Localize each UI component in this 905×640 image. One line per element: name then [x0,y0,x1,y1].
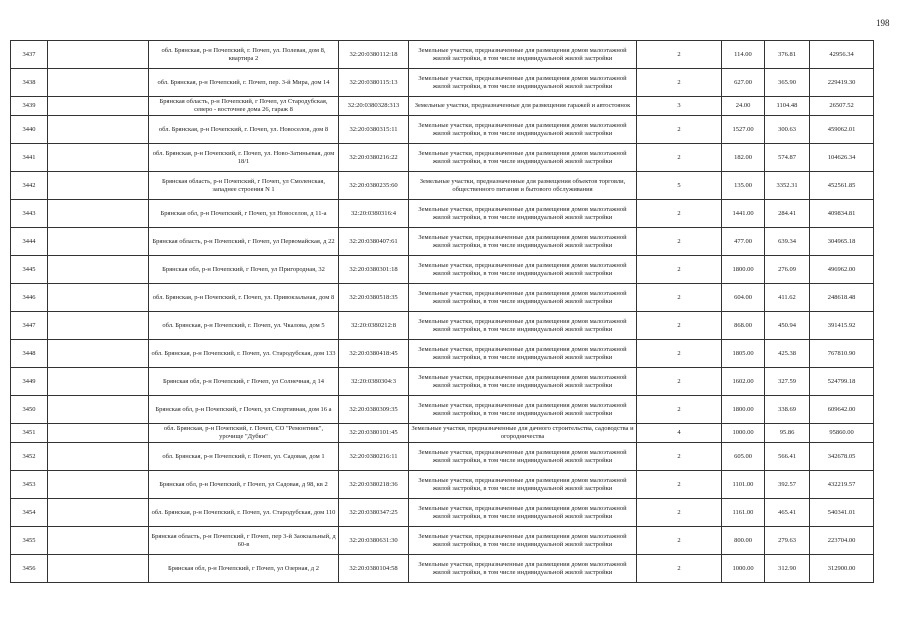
empty-cell [48,116,149,144]
cadastral-number-cell: 32:20:0380315:11 [339,116,409,144]
empty-cell [48,312,149,340]
cadastral-number-cell: 32:20:0380407:61 [339,228,409,256]
row-number-cell: 3442 [11,172,48,200]
permitted-use-cell: Земельные участки, предназначенные для размещения домов малоэтажной жилой застройки, в том числе индивидуальной жилой застройки [409,499,637,527]
permitted-use-cell: Земельные участки, предназначенные для размещения домов малоэтажной жилой застройки, в том числе индивидуальной жилой застройки [409,368,637,396]
area-cell: 1161.00 [722,499,765,527]
cadastral-value-cell: 312900.00 [810,555,874,583]
permitted-use-cell: Земельные участки, предназначенные для дачного строительства, садоводства и огородничества [409,424,637,443]
table-row [11,424,874,443]
permitted-use-cell: Земельные участки, предназначенные для размещения домов малоэтажной жилой застройки, в том числе индивидуальной жилой застройки [409,69,637,97]
cadastral-number-cell: 32:20:0380112:18 [339,41,409,69]
specific-value-cell: 465.41 [765,499,810,527]
empty-cell [48,471,149,499]
row-number-cell: 3451 [11,424,48,443]
area-cell: 627.00 [722,69,765,97]
category-cell: 2 [637,144,722,172]
address-cell: Брянская область, р-н Почепский, г Почеп, пер 3-й Заокзальный, д 60-в [149,527,339,555]
category-cell: 4 [637,424,722,443]
row-number-cell: 3456 [11,555,48,583]
permitted-use-cell: Земельные участки, предназначенные для размещения домов малоэтажной жилой застройки, в том числе индивидуальной жилой застройки [409,340,637,368]
page-number: 198 [876,18,890,28]
table-row [11,396,874,424]
row-number-cell: 3441 [11,144,48,172]
table-row [11,499,874,527]
category-cell: 2 [637,396,722,424]
permitted-use-cell: Земельные участки, предназначенные для размещения объектов торговли, общественного питания и бытового обслуживания [409,172,637,200]
area-cell: 868.00 [722,312,765,340]
table-row [11,41,874,69]
permitted-use-cell: Земельные участки, предназначенные для размещения гаражей и автостоянок [409,97,637,116]
empty-cell [48,555,149,583]
category-cell: 2 [637,256,722,284]
cadastral-number-cell: 32:20:0380316:4 [339,200,409,228]
row-number-cell: 3454 [11,499,48,527]
table-row [11,256,874,284]
area-cell: 1101.00 [722,471,765,499]
area-cell: 1800.00 [722,396,765,424]
permitted-use-cell: Земельные участки, предназначенные для размещения домов малоэтажной жилой застройки, в том числе индивидуальной жилой застройки [409,200,637,228]
category-cell: 2 [637,368,722,396]
empty-cell [48,340,149,368]
row-number-cell: 3452 [11,443,48,471]
table-row [11,340,874,368]
address-cell: обл. Брянская, р-н Почепский, г. Почеп, ул. Садовая, дом 1 [149,443,339,471]
cadastral-number-cell: 32:20:0380216:11 [339,443,409,471]
table-row [11,228,874,256]
category-cell: 2 [637,527,722,555]
cadastral-value-cell: 409834.81 [810,200,874,228]
permitted-use-cell: Земельные участки, предназначенные для размещения домов малоэтажной жилой застройки, в том числе индивидуальной жилой застройки [409,284,637,312]
category-cell: 2 [637,471,722,499]
cadastral-number-cell: 32:20:0380218:36 [339,471,409,499]
cadastral-value-cell: 524799.18 [810,368,874,396]
address-cell: обл. Брянская, р-н Почепский, г. Почеп, ул. Новоселов, дом 8 [149,116,339,144]
address-cell: Брянская обл, р-н Почепский, г Почеп, ул Солнечная, д 14 [149,368,339,396]
specific-value-cell: 1104.48 [765,97,810,116]
cadastral-value-cell: 540341.01 [810,499,874,527]
category-cell: 2 [637,340,722,368]
cadastral-value-cell: 432219.57 [810,471,874,499]
table-row [11,443,874,471]
row-number-cell: 3437 [11,41,48,69]
specific-value-cell: 639.34 [765,228,810,256]
cadastral-value-cell: 391415.92 [810,312,874,340]
row-number-cell: 3443 [11,200,48,228]
address-cell: Брянская обл, р-н Почепский, г Почеп, ул Садовая, д 98, кв 2 [149,471,339,499]
area-cell: 1000.00 [722,555,765,583]
cadastral-value-cell: 452561.85 [810,172,874,200]
cadastral-number-cell: 32:20:0380304:3 [339,368,409,396]
address-cell: обл. Брянская, р-н Почепский, г. Почеп, ул. Привокзальная, дом 8 [149,284,339,312]
area-cell: 182.00 [722,144,765,172]
table-row [11,368,874,396]
cadastral-value-cell: 248618.48 [810,284,874,312]
specific-value-cell: 95.86 [765,424,810,443]
row-number-cell: 3438 [11,69,48,97]
cadastral-number-cell: 32:20:0380212:8 [339,312,409,340]
address-cell: обл. Брянская, р-н Почепский, г. Почеп, ул. Стародубская, дом 133 [149,340,339,368]
area-cell: 1441.00 [722,200,765,228]
table-row [11,144,874,172]
specific-value-cell: 279.63 [765,527,810,555]
specific-value-cell: 338.69 [765,396,810,424]
empty-cell [48,41,149,69]
cadastral-number-cell: 32:20:0380104:58 [339,555,409,583]
category-cell: 2 [637,555,722,583]
address-cell: Брянская область, р-н Почепский, г Почеп, ул Стародубская, северо - восточнее дома 26, гараж 8 [149,97,339,116]
cadastral-value-cell: 304965.18 [810,228,874,256]
table-row [11,200,874,228]
address-cell: Брянская обл, р-н Почепский, г Почеп, ул Спортивная, дом 16 а [149,396,339,424]
area-cell: 605.00 [722,443,765,471]
address-cell: Брянская обл, р-н Почепский, г Почеп, ул Пригородная, 32 [149,256,339,284]
specific-value-cell: 284.41 [765,200,810,228]
specific-value-cell: 327.59 [765,368,810,396]
permitted-use-cell: Земельные участки, предназначенные для размещения домов малоэтажной жилой застройки, в том числе индивидуальной жилой застройки [409,396,637,424]
specific-value-cell: 365.90 [765,69,810,97]
empty-cell [48,172,149,200]
row-number-cell: 3450 [11,396,48,424]
row-number-cell: 3455 [11,527,48,555]
permitted-use-cell: Земельные участки, предназначенные для размещения домов малоэтажной жилой застройки, в том числе индивидуальной жилой застройки [409,527,637,555]
cadastral-value-cell: 95860.00 [810,424,874,443]
cadastral-value-cell: 342678.05 [810,443,874,471]
specific-value-cell: 300.63 [765,116,810,144]
cadastral-value-cell: 459062.01 [810,116,874,144]
table-row [11,172,874,200]
cadastral-number-cell: 32:20:0380309:35 [339,396,409,424]
specific-value-cell: 450.94 [765,312,810,340]
category-cell: 2 [637,443,722,471]
cadastral-number-cell: 32:20:0380301:18 [339,256,409,284]
cadastral-value-cell: 42956.34 [810,41,874,69]
empty-cell [48,228,149,256]
category-cell: 2 [637,284,722,312]
permitted-use-cell: Земельные участки, предназначенные для размещения домов малоэтажной жилой застройки, в том числе индивидуальной жилой застройки [409,312,637,340]
cadastral-value-cell: 229419.30 [810,69,874,97]
row-number-cell: 3453 [11,471,48,499]
address-cell: обл. Брянская, р-н Почепский, г. Почеп, ул. Полевая, дом 8, квартира 2 [149,41,339,69]
empty-cell [48,368,149,396]
category-cell: 2 [637,69,722,97]
specific-value-cell: 566.41 [765,443,810,471]
empty-cell [48,69,149,97]
table-row [11,312,874,340]
empty-cell [48,200,149,228]
specific-value-cell: 3352.31 [765,172,810,200]
empty-cell [48,97,149,116]
permitted-use-cell: Земельные участки, предназначенные для размещения домов малоэтажной жилой застройки, в том числе индивидуальной жилой застройки [409,41,637,69]
row-number-cell: 3448 [11,340,48,368]
permitted-use-cell: Земельные участки, предназначенные для размещения домов малоэтажной жилой застройки, в том числе индивидуальной жилой застройки [409,256,637,284]
cadastral-number-cell: 32:20:0380216:22 [339,144,409,172]
category-cell: 2 [637,116,722,144]
row-number-cell: 3447 [11,312,48,340]
specific-value-cell: 425.38 [765,340,810,368]
area-cell: 1000.00 [722,424,765,443]
specific-value-cell: 392.57 [765,471,810,499]
area-cell: 1805.00 [722,340,765,368]
table-body [11,41,874,583]
address-cell: Брянская область, р-н Почепский, г Почеп, ул Смоленская, западнее строения N 1 [149,172,339,200]
land-registry-table [10,40,874,583]
empty-cell [48,527,149,555]
permitted-use-cell: Земельные участки, предназначенные для размещения домов малоэтажной жилой застройки, в том числе индивидуальной жилой застройки [409,555,637,583]
specific-value-cell: 276.09 [765,256,810,284]
address-cell: обл. Брянская, р-н Почепский, г. Почеп, ул. Чкалова, дом 5 [149,312,339,340]
table-row [11,116,874,144]
cadastral-value-cell: 767810.90 [810,340,874,368]
cadastral-value-cell: 609642.00 [810,396,874,424]
area-cell: 1602.00 [722,368,765,396]
area-cell: 1800.00 [722,256,765,284]
address-cell: Брянская обл, р-н Почепский, г Почеп, ул Озерная, д 2 [149,555,339,583]
empty-cell [48,499,149,527]
cadastral-number-cell: 32:20:0380518:35 [339,284,409,312]
specific-value-cell: 376.81 [765,41,810,69]
empty-cell [48,144,149,172]
row-number-cell: 3444 [11,228,48,256]
cadastral-number-cell: 32:20:0380418:45 [339,340,409,368]
row-number-cell: 3449 [11,368,48,396]
cadastral-number-cell: 32:20:0380631:30 [339,527,409,555]
area-cell: 477.00 [722,228,765,256]
row-number-cell: 3439 [11,97,48,116]
permitted-use-cell: Земельные участки, предназначенные для размещения домов малоэтажной жилой застройки, в том числе индивидуальной жилой застройки [409,443,637,471]
cadastral-value-cell: 26507.52 [810,97,874,116]
area-cell: 604.00 [722,284,765,312]
specific-value-cell: 574.87 [765,144,810,172]
table-row [11,284,874,312]
cadastral-value-cell: 496962.00 [810,256,874,284]
permitted-use-cell: Земельные участки, предназначенные для размещения домов малоэтажной жилой застройки, в том числе индивидуальной жилой застройки [409,116,637,144]
area-cell: 114.00 [722,41,765,69]
empty-cell [48,256,149,284]
area-cell: 1527.00 [722,116,765,144]
cadastral-value-cell: 104626.34 [810,144,874,172]
address-cell: Брянская область, р-н Почепский, г Почеп, ул Первомайская, д 22 [149,228,339,256]
category-cell: 2 [637,228,722,256]
area-cell: 800.00 [722,527,765,555]
cadastral-number-cell: 32:20:0380235:60 [339,172,409,200]
cadastral-number-cell: 32:20:0380115:13 [339,69,409,97]
empty-cell [48,443,149,471]
cadastral-number-cell: 32:20:0380101:45 [339,424,409,443]
address-cell: обл. Брянская, р-н Почепский, г. Почеп, пер. 3-й Мира, дом 14 [149,69,339,97]
category-cell: 2 [637,200,722,228]
category-cell: 2 [637,41,722,69]
specific-value-cell: 312.90 [765,555,810,583]
empty-cell [48,284,149,312]
cadastral-number-cell: 32:20:0380347:25 [339,499,409,527]
area-cell: 24.00 [722,97,765,116]
cadastral-number-cell: 32:20:0380328:313 [339,97,409,116]
table-row [11,471,874,499]
table-row [11,97,874,116]
category-cell: 2 [637,499,722,527]
category-cell: 3 [637,97,722,116]
table-row [11,69,874,97]
address-cell: обл. Брянская, р-н Почепский, г. Почеп, СО "Ремонтник", урочище "Дубки" [149,424,339,443]
permitted-use-cell: Земельные участки, предназначенные для размещения домов малоэтажной жилой застройки, в том числе индивидуальной жилой застройки [409,144,637,172]
address-cell: обл. Брянская, р-н Почепский, г. Почеп, ул. Стародубская, дом 110 [149,499,339,527]
permitted-use-cell: Земельные участки, предназначенные для размещения домов малоэтажной жилой застройки, в том числе индивидуальной жилой застройки [409,228,637,256]
cadastral-value-cell: 223704.00 [810,527,874,555]
row-number-cell: 3440 [11,116,48,144]
specific-value-cell: 411.62 [765,284,810,312]
empty-cell [48,424,149,443]
table-row [11,527,874,555]
area-cell: 135.00 [722,172,765,200]
table-row [11,555,874,583]
empty-cell [48,396,149,424]
category-cell: 5 [637,172,722,200]
row-number-cell: 3445 [11,256,48,284]
category-cell: 2 [637,312,722,340]
address-cell: обл. Брянская, р-н Почепский, г. Почеп, ул. Ново-Затиньевая, дом 18/1 [149,144,339,172]
address-cell: Брянская обл, р-н Почепский, г Почеп, ул Новоселов, д 11-а [149,200,339,228]
permitted-use-cell: Земельные участки, предназначенные для размещения домов малоэтажной жилой застройки, в том числе индивидуальной жилой застройки [409,471,637,499]
row-number-cell: 3446 [11,284,48,312]
